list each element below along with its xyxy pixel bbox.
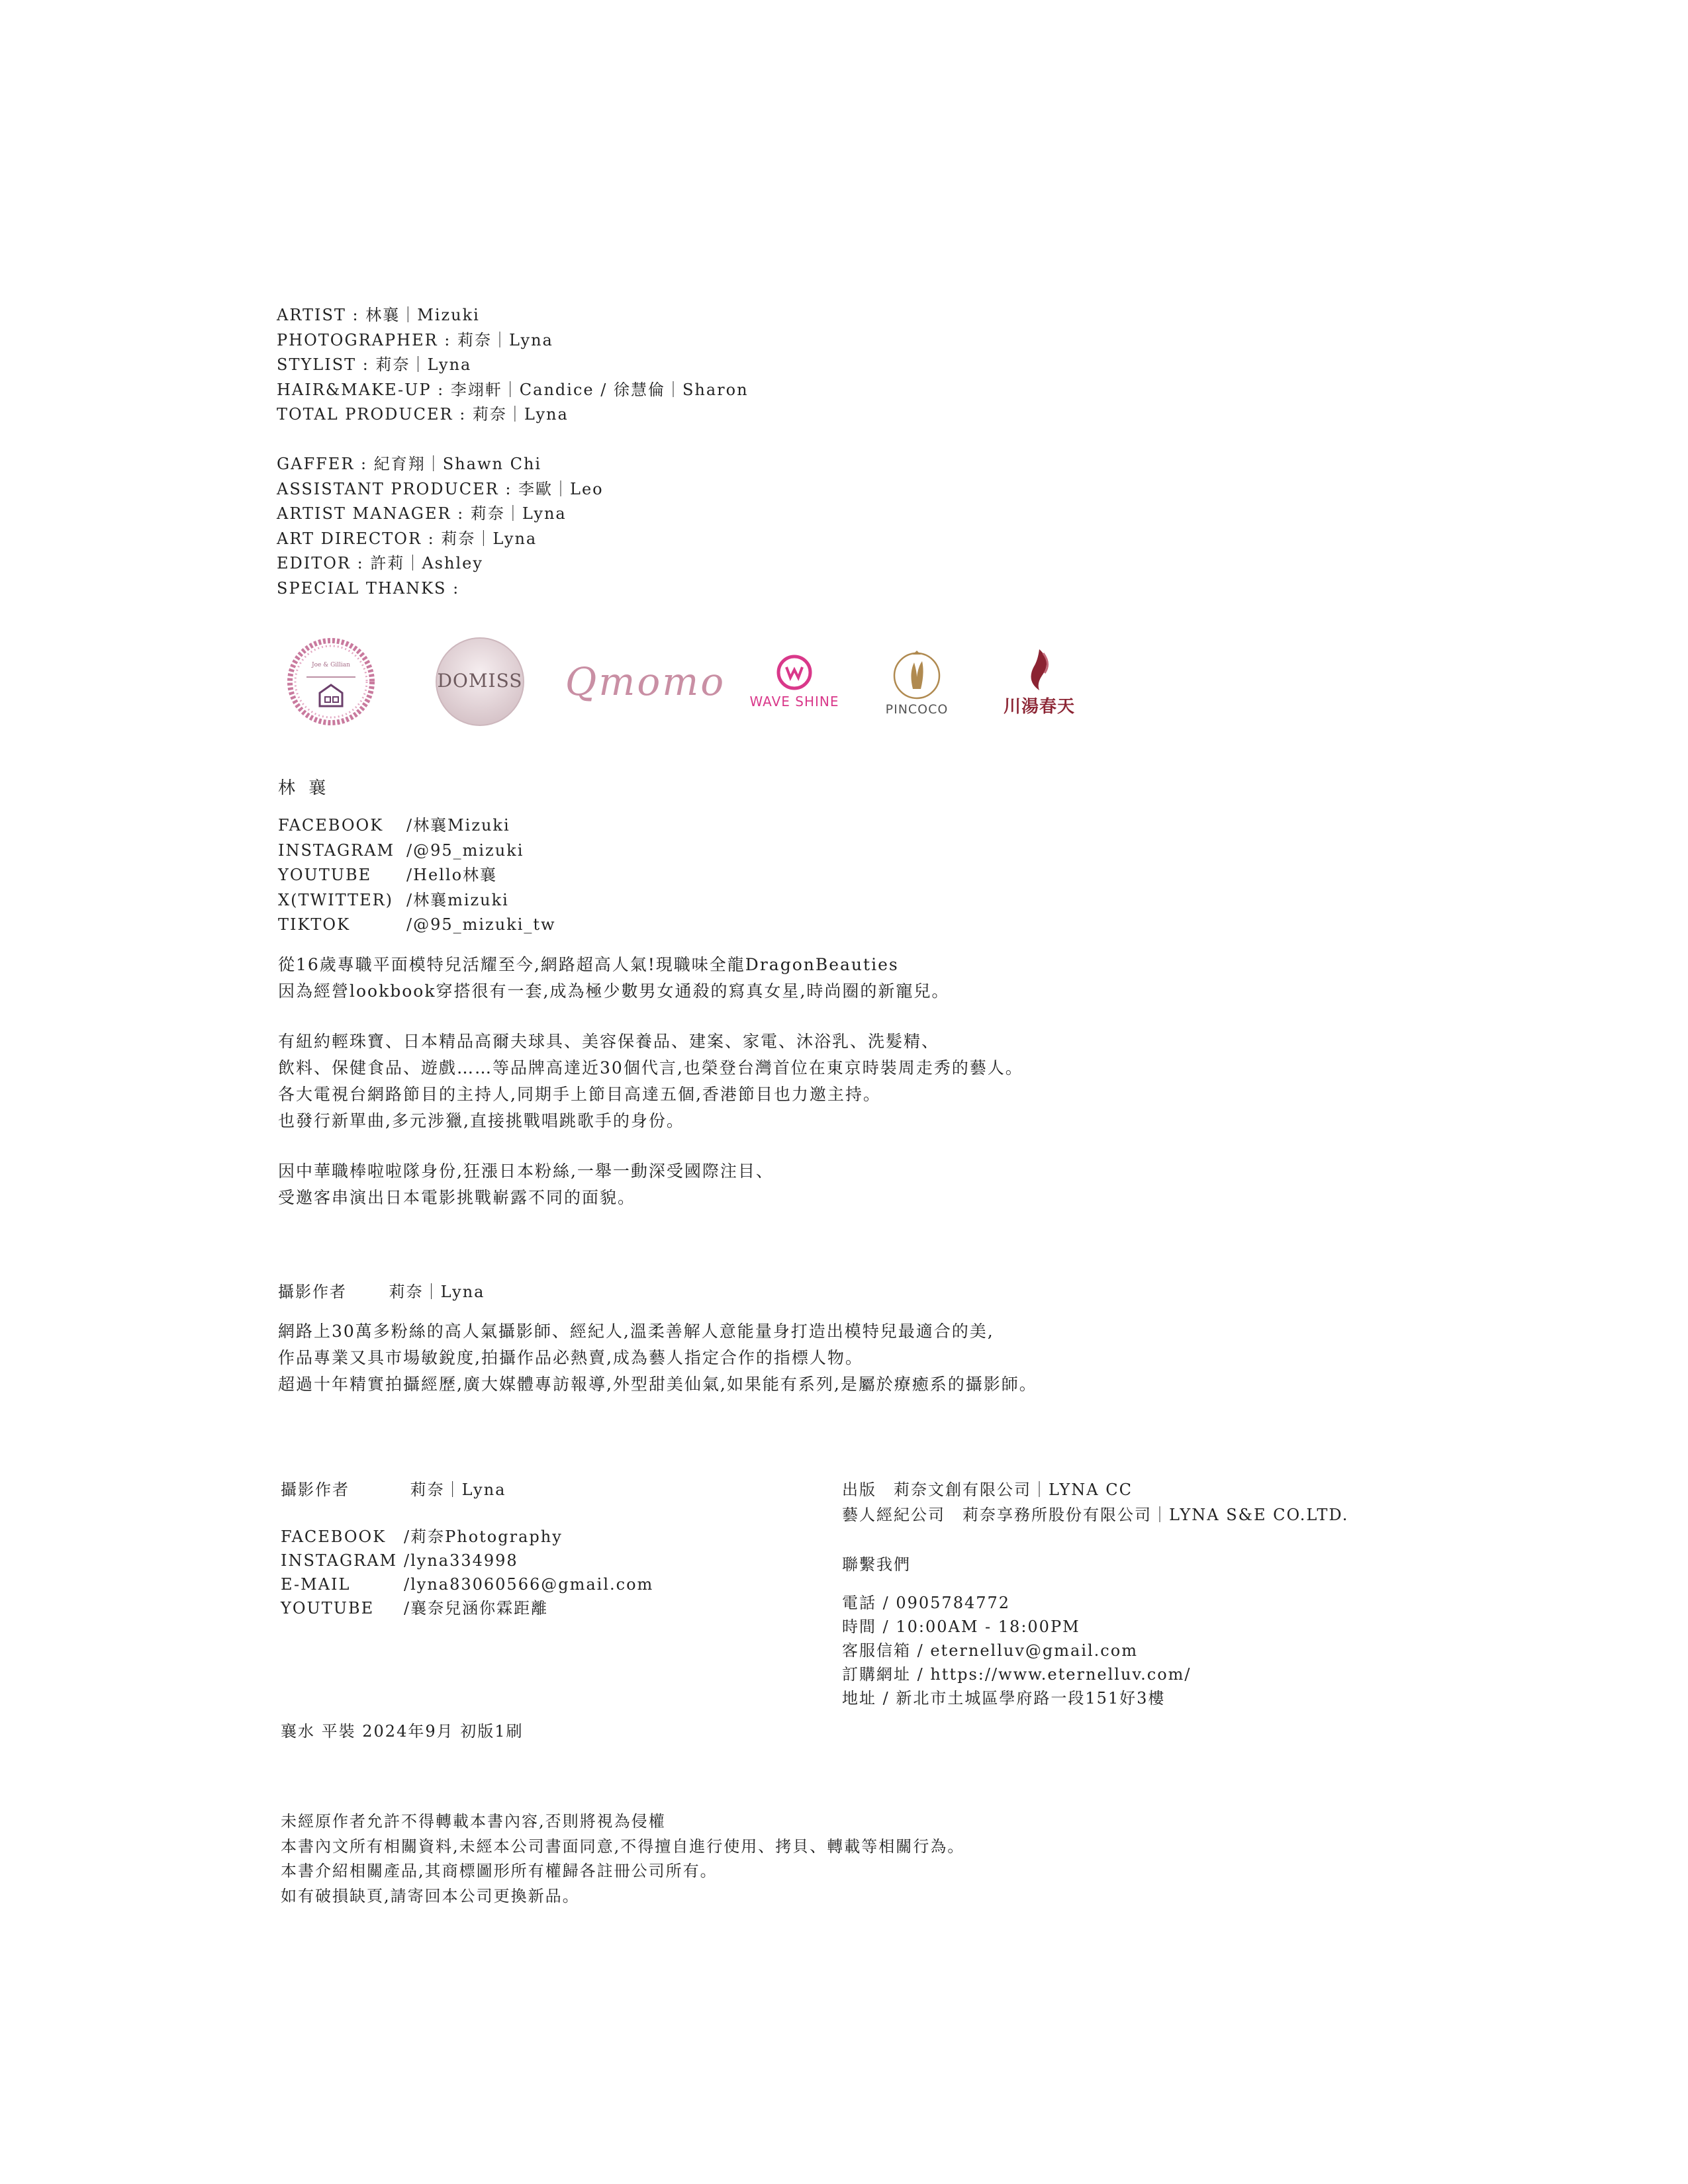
legal-line: 如有破損缺頁,請寄回本公司更換新品。 (281, 1886, 580, 1905)
credit-line: HAIR&MAKE-UP : 李翊軒｜Candice / 徐慧倫｜Sharon (277, 380, 749, 399)
social-platform: YOUTUBE (278, 866, 372, 884)
social-handle: /林襄mizuki (406, 890, 509, 909)
domiss-logo (427, 629, 533, 735)
contact-list (842, 1591, 1192, 1710)
wave-w-icon (776, 654, 813, 691)
artist-name: 林 襄 (278, 778, 330, 798)
bio-line: 超過十年精實拍攝經歷,廣大媒體專訪報導,外型甜美仙氣,如果能有系列,是屬於療癒系的攝影師。 (278, 1375, 1037, 1394)
artist-bio-1 (278, 952, 949, 1005)
social-row (278, 839, 556, 864)
artist-bio-2 (278, 1028, 1023, 1134)
chuantang-flame-icon (1019, 647, 1059, 693)
publisher-line: 出版 莉奈文創有限公司｜LYNA CC (842, 1480, 1133, 1499)
photographer-heading (278, 1280, 485, 1305)
legal-notice (281, 1809, 964, 1909)
contact-line: 時間 / 10:00AM - 18:00PM (842, 1617, 1080, 1636)
bio-line: 飲料、保健食品、遊戲……等品牌高達近30個代言,也榮登台灣首位在東京時裝周走秀的藝人。 (278, 1058, 1023, 1077)
social-platform: INSTAGRAM (281, 1551, 398, 1570)
bio-line: 受邀客串演出日本電影挑戰嶄露不同的面貌。 (278, 1188, 636, 1207)
legal-line: 未經原作者允許不得轉載本書內容,否則將視為侵權 (281, 1812, 666, 1831)
credits-top (277, 303, 749, 428)
bio-line: 從16歲專職平面模特兒活耀至今,網路超高人氣!現職味全龍DragonBeauties (278, 955, 899, 974)
social-platform: FACEBOOK (278, 816, 384, 835)
bottom-heading-name: 莉奈｜Lyna (410, 1480, 506, 1499)
credits-second (277, 452, 604, 601)
wreath-house-icon (281, 632, 381, 731)
bio-line: 也發行新單曲,多元涉獵,直接挑戰唱跳歌手的身份。 (278, 1111, 684, 1130)
logo5-label: PINCOCO (885, 702, 949, 717)
bio-line: 因為經營lookbook穿搭很有一套,成為極少數男女通殺的寫真女星,時尚圈的新寵兒。 (278, 981, 950, 1001)
bottom-heading-label: 攝影作者 (281, 1480, 350, 1499)
credit-line: ASSISTANT PRODUCER : 李歐｜Leo (277, 479, 604, 498)
credit-line: PHOTOGRAPHER : 莉奈｜Lyna (277, 330, 553, 349)
bio-line: 各大電視台網路節目的主持人,同期手上節目高達五個,香港節目也力邀主持。 (278, 1085, 881, 1104)
agency-line: 藝人經紀公司 莉奈享務所股份有限公司｜LYNA S&E CO.LTD. (842, 1505, 1349, 1524)
social-row (278, 863, 556, 888)
credit-line: ARTIST : 林襄｜Mizuki (277, 306, 480, 324)
legal-line: 本書內文所有相關資料,未經本公司書面同意,不得擅自進行使用、拷貝、轉載等相關行為。 (281, 1837, 965, 1856)
artist-bio-3 (278, 1158, 774, 1211)
credit-line: EDITOR : 許莉｜Ashley (277, 554, 483, 572)
social-row (278, 813, 556, 839)
social-platform: E-MAIL (281, 1575, 351, 1594)
logo6-label: 川湯春天 (1003, 696, 1075, 717)
social-handle: /@95_mizuki (406, 841, 524, 860)
sponsor-logos (278, 629, 1086, 735)
social-handle: /lyna334998 (404, 1551, 518, 1570)
social-platform: YOUTUBE (281, 1599, 375, 1617)
social-handle: /@95_mizuki_tw (406, 915, 556, 934)
logo1-label: Joe & Gillian (312, 662, 350, 668)
social-platform: X(TWITTER) (278, 890, 394, 909)
publisher-block (842, 1478, 1348, 1527)
chuantang-logo (990, 629, 1089, 735)
contact-line: 客服信箱 / eternelluv@gmail.com (842, 1641, 1138, 1660)
wave-shine-logo (741, 629, 847, 735)
credit-line: SPECIAL THANKS : (277, 578, 460, 598)
legal-line: 本書介紹相關產品,其商標圖形所有權歸各註冊公司所有。 (281, 1862, 718, 1880)
logo3-label: Qmomo (565, 659, 726, 704)
social-platform: INSTAGRAM (278, 841, 395, 860)
contact-line: 電話 / 0905784772 (842, 1594, 1011, 1612)
photographer-socials (281, 1525, 653, 1620)
bio-line: 因中華職棒啦啦隊身份,狂漲日本粉絲,一舉一動深受國際注目、 (278, 1161, 774, 1181)
credit-line: TOTAL PRODUCER : 莉奈｜Lyna (277, 405, 569, 424)
social-handle: /林襄Mizuki (406, 816, 510, 835)
credit-line: GAFFER : 紀育翔｜Shawn Chi (277, 455, 542, 473)
logo2-label: DOMISS (437, 670, 523, 692)
social-row (281, 1572, 653, 1596)
social-handle: /Hello林襄 (406, 866, 498, 884)
contact-line: 地址 / 新北市土城區學府路一段151好3樓 (842, 1689, 1166, 1707)
qmomo-logo (563, 629, 728, 735)
credit-line: STYLIST : 莉奈｜Lyna (277, 355, 472, 374)
credit-line: ARTIST MANAGER : 莉奈｜Lyna (277, 504, 567, 523)
photographer-heading-label: 攝影作者 (278, 1283, 347, 1301)
social-row (278, 888, 556, 913)
photographer-bio (278, 1318, 1037, 1398)
social-row (278, 913, 556, 938)
bio-line: 網路上30萬多粉絲的高人氣攝影師、經紀人,溫柔善解人意能量身打造出模特兒最適合的美, (278, 1322, 994, 1341)
photographer-heading-name: 莉奈｜Lyna (389, 1283, 485, 1301)
social-platform: FACEBOOK (281, 1527, 387, 1546)
pincoco-logo (864, 629, 970, 735)
social-row (281, 1596, 653, 1620)
pincoco-bunny-icon (889, 647, 945, 702)
social-row (281, 1549, 653, 1572)
contact-heading: 聯繫我們 (842, 1555, 911, 1574)
joe-gillian-logo (278, 629, 384, 735)
bio-line: 有紐約輕珠寶、日本精品高爾夫球具、美容保養品、建案、家電、沐浴乳、洗髮精、 (278, 1032, 940, 1051)
contact-line: 訂購網址 / https://www.eternelluv.com/ (842, 1665, 1192, 1684)
artist-socials (278, 813, 556, 938)
bio-line: 作品專業又具市場敏銳度,拍攝作品必熱賣,成為藝人指定合作的指標人物。 (278, 1348, 863, 1367)
credit-line: ART DIRECTOR : 莉奈｜Lyna (277, 529, 538, 548)
social-handle: /莉奈Photography (404, 1527, 563, 1546)
social-handle: /襄奈兒涵你霖距離 (404, 1599, 549, 1617)
logo4-label: WAVE SHINE (749, 694, 839, 709)
edition-line: 襄水 平裝 2024年9月 初版1刷 (281, 1722, 524, 1741)
bottom-left-heading (281, 1478, 506, 1503)
social-platform: TIKTOK (278, 915, 351, 934)
social-row (281, 1525, 653, 1549)
social-handle: /lyna83060566@gmail.com (404, 1575, 654, 1594)
